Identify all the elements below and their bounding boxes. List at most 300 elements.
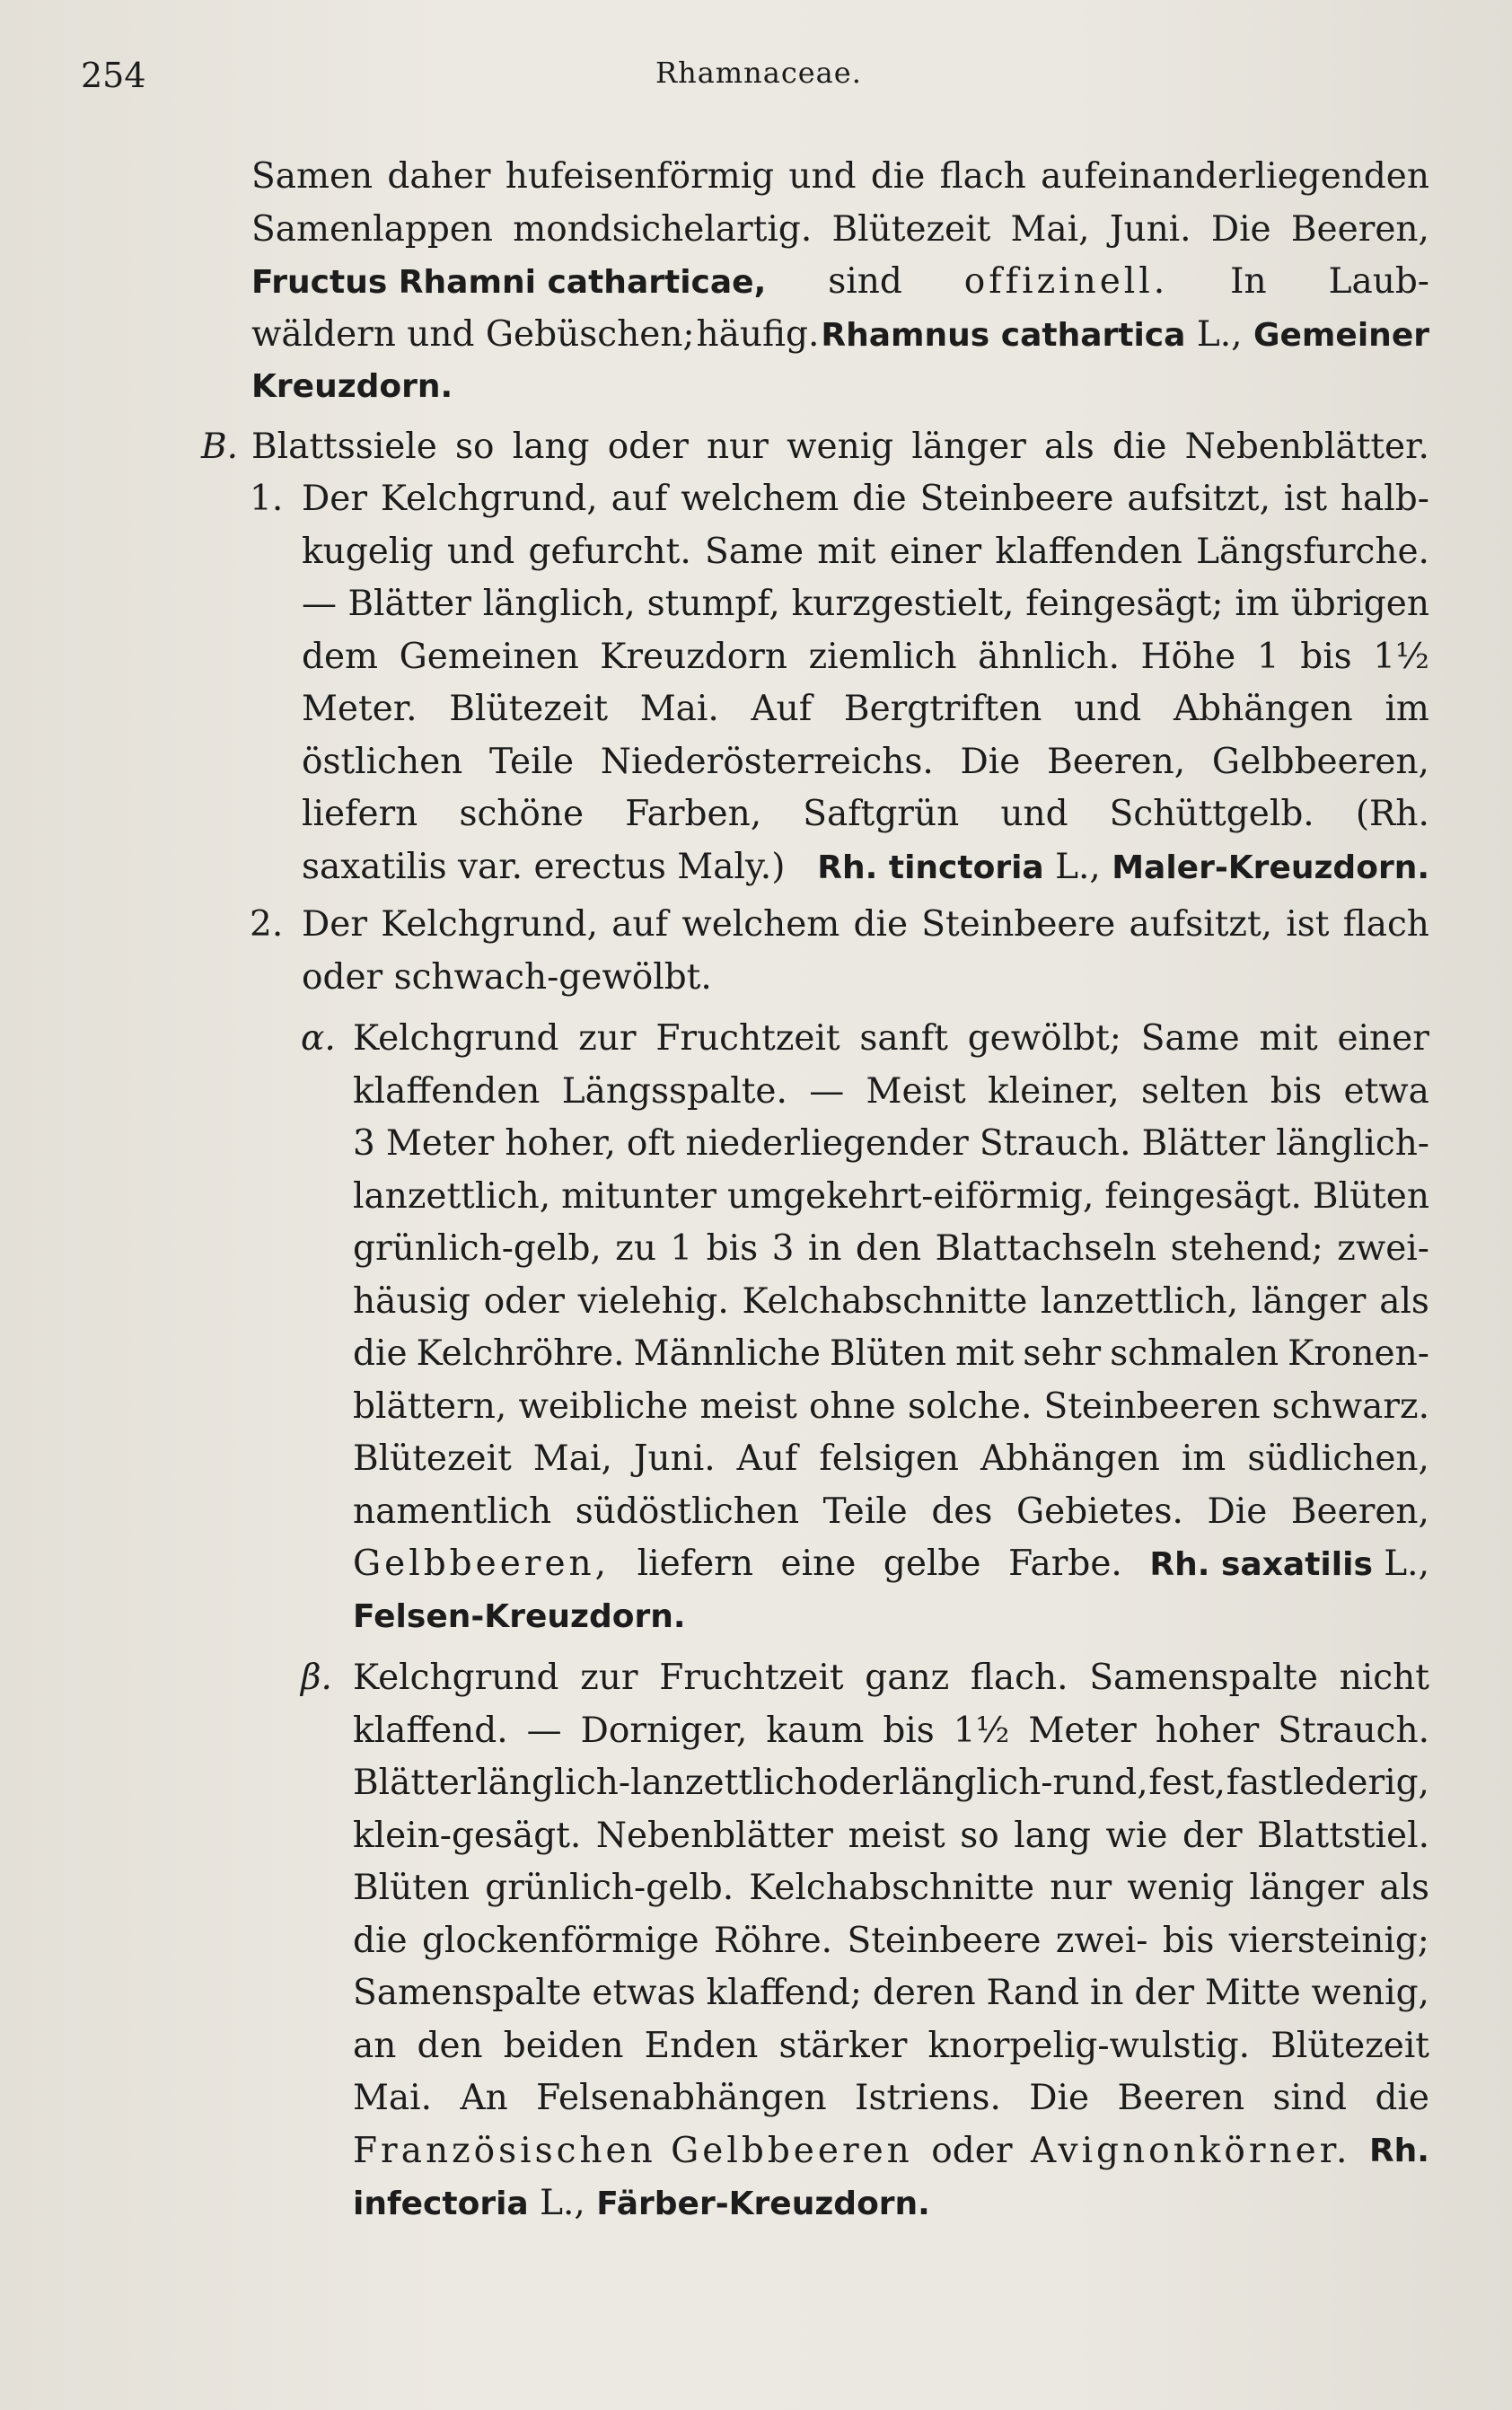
- word: der: [1134, 1973, 1195, 2013]
- word: schöne: [459, 794, 585, 834]
- text-line: [353, 1810, 1429, 1863]
- text-line: [353, 1223, 1429, 1276]
- word: länger: [911, 426, 1026, 467]
- word: Blätter: [1141, 1123, 1266, 1164]
- word: flach: [1342, 904, 1429, 945]
- section-marker: B.: [201, 426, 239, 467]
- common-name: Färber-Kreuzdorn.: [596, 2186, 930, 2222]
- word: Höhe: [1140, 636, 1236, 677]
- word: die: [1112, 426, 1167, 467]
- word: einer: [889, 531, 982, 572]
- text-line: [302, 578, 1429, 631]
- word: Mai.: [639, 689, 719, 729]
- word: meist: [699, 1385, 797, 1427]
- species-abbrev: Rh.: [1368, 2132, 1429, 2169]
- common-name: Kreuzdorn.: [251, 368, 453, 405]
- subitem-marker: α.: [301, 1018, 336, 1059]
- word: gewölbt;: [967, 1018, 1121, 1059]
- word: an: [353, 2025, 397, 2066]
- word: offizinell.: [963, 261, 1169, 302]
- word: lanzettlich,: [353, 1175, 551, 1217]
- word: In: [1230, 261, 1267, 302]
- word: lang: [512, 426, 590, 467]
- word: Die: [1210, 208, 1271, 250]
- word: 1: [670, 1228, 693, 1269]
- word: Samenspalte: [1089, 1658, 1318, 1698]
- text-line: [353, 1013, 1429, 1066]
- page-number: 254: [81, 56, 146, 95]
- author-abbrev: L.,: [540, 2183, 585, 2223]
- word: Fruchtzeit: [655, 1018, 840, 1059]
- word: oder: [483, 1280, 565, 1322]
- word: Rand: [986, 1973, 1080, 2013]
- word: Französischen Gelbbeeren: [353, 2130, 913, 2171]
- text-line: [353, 1276, 1429, 1329]
- word: wenig: [1127, 1868, 1235, 1908]
- word: Blütezeit: [831, 208, 991, 250]
- word: etwas: [592, 1973, 696, 2013]
- word: Felsenabhängen: [536, 2078, 827, 2118]
- word: mondsichelartig.: [513, 208, 813, 250]
- word: übrigen: [1290, 584, 1429, 624]
- word: Nebenblätter: [595, 1815, 833, 1856]
- word: Kelchgrund: [353, 1658, 559, 1698]
- word: namentlich: [353, 1491, 552, 1532]
- text-line: [302, 631, 1429, 684]
- word: Mai,: [532, 1438, 612, 1479]
- author-abbrev: L.,: [1196, 313, 1243, 355]
- word: Kelchabschnitte: [742, 1280, 1028, 1322]
- word: — Blätter: [302, 584, 471, 624]
- word: kaum: [766, 1710, 865, 1751]
- word: flach.: [970, 1658, 1068, 1698]
- word: ziemlich: [808, 636, 957, 677]
- word: solche.: [907, 1385, 1033, 1427]
- word: meist: [848, 1815, 945, 1856]
- text-line: [353, 1328, 1429, 1381]
- word: Strauch.: [979, 1123, 1131, 1164]
- text-line: [251, 151, 1429, 204]
- word: der: [1182, 1815, 1243, 1856]
- word: bis: [883, 1710, 935, 1751]
- text-line: [302, 899, 1429, 952]
- word: oder schwach-gewölbt.: [302, 956, 712, 998]
- word: so: [960, 1815, 999, 1856]
- word: Kelchgrund,: [381, 904, 599, 945]
- word: und: [1074, 689, 1142, 729]
- word: die: [852, 479, 907, 519]
- word: aufeinanderliegenden: [1041, 156, 1429, 197]
- word: Teile: [822, 1491, 908, 1532]
- word: Blätter: [353, 1763, 477, 1803]
- word: Kronen-: [1288, 1333, 1429, 1374]
- word: stumpf,: [646, 584, 780, 624]
- word: in: [807, 1228, 842, 1269]
- word: ist: [1283, 479, 1328, 519]
- word: Avignonkörner.: [1030, 2130, 1351, 2171]
- word: Männliche: [633, 1333, 821, 1374]
- word: mitunter: [561, 1175, 716, 1217]
- word: Schüttgelb.: [1109, 794, 1314, 834]
- text-line: [302, 473, 1429, 526]
- text-line: [353, 2125, 1429, 2178]
- word: Dorniger,: [580, 1710, 748, 1751]
- text-line: [353, 1066, 1429, 1119]
- word: mit: [817, 531, 876, 572]
- word: Blütezeit: [449, 689, 609, 729]
- common-name: Gemeiner: [1253, 316, 1429, 354]
- text-line: [353, 1862, 1429, 1915]
- text-line: [353, 1433, 1429, 1486]
- text-line: [302, 788, 1429, 841]
- text-line: [353, 1705, 1429, 1758]
- word: einer: [1337, 1018, 1429, 1059]
- text-line: [302, 683, 1429, 736]
- word: umgekehrt-eiförmig,: [726, 1175, 1094, 1217]
- text-line: [251, 256, 1429, 309]
- subitem-alpha: [301, 1013, 1429, 1643]
- word: mit: [955, 1333, 1015, 1374]
- word: deren: [872, 1973, 976, 2013]
- word: Farbe.: [1008, 1544, 1122, 1584]
- word: Steinbeeren: [1043, 1385, 1261, 1427]
- word: Beeren: [1117, 2078, 1245, 2118]
- word: klein-gesägt.: [353, 1815, 582, 1856]
- word: ohne: [808, 1385, 896, 1427]
- word: Gelbbeeren,: [1211, 741, 1429, 782]
- word: 1½: [953, 1710, 1010, 1751]
- text-line: [353, 2020, 1429, 2073]
- subitem-marker: β.: [301, 1658, 332, 1698]
- word: fest,: [1148, 1763, 1226, 1803]
- word: als: [1379, 1868, 1429, 1908]
- word: knorpelig-wulstig.: [927, 2025, 1251, 2066]
- word: häusig: [353, 1280, 470, 1322]
- word: zur: [578, 1018, 637, 1059]
- word: Samen: [251, 156, 374, 197]
- word: östlichen: [302, 741, 463, 782]
- word: Abhängen: [1173, 689, 1353, 729]
- word: zwei-: [1055, 1920, 1148, 1961]
- word: 3: [771, 1228, 795, 1269]
- word: klaffend;: [706, 1973, 863, 2013]
- item-2: [250, 899, 1429, 1004]
- word: Meter: [385, 1123, 495, 1164]
- word: hufeisenförmig: [505, 156, 775, 197]
- word: grünlich-gelb,: [353, 1228, 602, 1269]
- word: Blüten: [830, 1333, 947, 1374]
- word: Kelchgrund: [353, 1018, 559, 1059]
- word: klaffend.: [353, 1710, 508, 1751]
- word: zwei-: [1337, 1228, 1429, 1269]
- text-line: [353, 1915, 1429, 1968]
- word: liefern: [302, 794, 418, 834]
- word: Samenlappen: [251, 208, 494, 250]
- word: oft: [626, 1123, 675, 1164]
- word: feingesägt;: [1025, 584, 1224, 624]
- word: Farben,: [625, 794, 762, 834]
- word: flach: [939, 156, 1026, 197]
- word: bis: [1270, 1070, 1323, 1112]
- word: kurzgestielt,: [791, 584, 1015, 624]
- text-line: [251, 361, 1429, 414]
- species-name: Rh. saxatilis: [1149, 1546, 1373, 1583]
- word: daher: [387, 156, 491, 197]
- text-line: [251, 309, 1429, 362]
- word: 1½: [1373, 636, 1429, 677]
- word: aufsitzt,: [1129, 904, 1273, 945]
- word: liefern: [637, 1544, 753, 1584]
- word: Gemeinen: [399, 636, 579, 677]
- word: Beeren,: [1290, 1491, 1429, 1532]
- word: Längsfurche.: [1196, 531, 1429, 572]
- item-number: 1.: [250, 479, 284, 519]
- intro-paragraph: [251, 151, 1429, 414]
- word: Meter.: [302, 689, 418, 729]
- word: nicht: [1339, 1658, 1429, 1698]
- word: Fruchtzeit: [659, 1658, 844, 1698]
- word: länglich-lanzettlich: [477, 1763, 817, 1803]
- word: Blattstiel.: [1257, 1815, 1429, 1856]
- word: als: [1379, 1280, 1429, 1322]
- text-line: [353, 2177, 1429, 2230]
- word: beiden: [503, 2025, 624, 2066]
- word: und: [446, 531, 515, 572]
- text-line: [353, 1171, 1429, 1224]
- text-line: [353, 1757, 1429, 1810]
- word: gefurcht.: [528, 531, 691, 572]
- word: sanft: [859, 1018, 948, 1059]
- word: bis: [706, 1228, 759, 1269]
- running-head: Rhamnaceae.: [655, 56, 862, 90]
- word: in: [1089, 1973, 1124, 2013]
- word: dem: [302, 636, 379, 677]
- word: häufig.: [696, 313, 820, 355]
- word: welchem: [681, 479, 840, 519]
- word: Kelchabschnitte: [749, 1868, 1035, 1908]
- word: Die: [1029, 2078, 1090, 2118]
- word: fast: [1226, 1763, 1293, 1803]
- word: Blattssiele: [251, 426, 437, 467]
- word: hoher: [1155, 1710, 1260, 1751]
- word: Beeren,: [1290, 208, 1429, 250]
- word: Längsspalte.: [561, 1070, 787, 1112]
- word: weibliche: [518, 1385, 689, 1427]
- word: feingesägt.: [1104, 1175, 1302, 1217]
- word: die: [353, 1920, 408, 1961]
- word: oder: [817, 1763, 899, 1803]
- word: Blattachseln: [935, 1228, 1157, 1269]
- word: zu: [615, 1228, 656, 1269]
- word: Enden: [644, 2025, 759, 2066]
- text-line: [251, 204, 1429, 257]
- word: blättern,: [353, 1385, 507, 1427]
- word: stärker: [778, 2025, 908, 2066]
- word: eine: [780, 1544, 857, 1584]
- word: länglich-: [1276, 1123, 1429, 1164]
- word: Röhre.: [714, 1920, 833, 1961]
- word: Auf: [736, 1438, 798, 1479]
- word: lederig,: [1292, 1763, 1429, 1803]
- word: —: [809, 1070, 845, 1112]
- word: Strauch.: [1278, 1710, 1429, 1751]
- text-line: [353, 1538, 1429, 1591]
- word: Juni.: [633, 1438, 716, 1479]
- word: Blüten: [1312, 1175, 1429, 1217]
- word: die: [353, 1333, 408, 1374]
- word: Laub-: [1328, 261, 1429, 302]
- word: Kelchröhre.: [416, 1333, 625, 1374]
- word: und: [1000, 794, 1068, 834]
- word: wenig: [787, 426, 894, 467]
- word: des: [931, 1491, 993, 1532]
- author-abbrev: L.,: [1384, 1544, 1429, 1584]
- word: kleiner,: [988, 1070, 1120, 1112]
- word: Mai,: [1010, 208, 1090, 250]
- word: Gelbbeeren,: [353, 1544, 611, 1584]
- word: ähnlich.: [978, 636, 1120, 677]
- word: Abhängen: [980, 1438, 1160, 1479]
- text-line: [302, 736, 1429, 789]
- word: Niederösterreichs.: [600, 741, 934, 782]
- word: Die: [960, 741, 1021, 782]
- word: Teile: [489, 741, 575, 782]
- word: wäldern und Gebüschen;: [251, 313, 695, 355]
- word: wie: [1105, 1815, 1168, 1856]
- species-name: Rh. tinctoria: [817, 849, 1044, 886]
- word: Same: [1140, 1018, 1240, 1059]
- word: Steinbeere: [921, 904, 1116, 945]
- word: vielehig.: [577, 1280, 729, 1322]
- word: so: [455, 426, 495, 467]
- word: Mitte: [1204, 1973, 1301, 2013]
- word: schwarz.: [1271, 1385, 1429, 1427]
- word: 1: [1256, 636, 1279, 677]
- word: länger: [1251, 1280, 1367, 1322]
- word: An: [460, 2078, 508, 2118]
- word: welchem: [681, 904, 840, 945]
- word: oder: [931, 2130, 1013, 2171]
- item-1: [250, 473, 1429, 893]
- word: die: [853, 904, 909, 945]
- text-line: [302, 526, 1429, 579]
- word: saxatilis var. erectus Maly.): [302, 846, 786, 887]
- word: die: [870, 156, 926, 197]
- word: hoher,: [505, 1123, 616, 1164]
- word: nur: [1050, 1868, 1112, 1908]
- word: zur: [580, 1658, 638, 1698]
- word: sehr: [1023, 1333, 1102, 1374]
- word: bis: [1162, 1920, 1215, 1961]
- text-line: [302, 841, 1429, 894]
- word: bis: [1300, 636, 1352, 677]
- text-line: [353, 2072, 1429, 2125]
- word: Bergtriften: [843, 689, 1042, 729]
- word: Istriens.: [855, 2078, 1001, 2118]
- text-line: [353, 1381, 1429, 1434]
- word: Steinbeere: [919, 479, 1114, 519]
- word: im: [1385, 689, 1429, 729]
- word: auf: [611, 479, 668, 519]
- word: Auf: [751, 689, 813, 729]
- text-line: [251, 421, 1429, 474]
- word: auf: [611, 904, 669, 945]
- word: grünlich-gelb.: [485, 1868, 734, 1908]
- word: selten: [1141, 1070, 1249, 1112]
- word: Same: [705, 531, 804, 572]
- word: Nebenblätter.: [1184, 426, 1429, 467]
- word: viersteinig;: [1228, 1920, 1429, 1961]
- common-name: Felsen-Kreuzdorn.: [353, 1597, 686, 1635]
- text-line: [353, 1591, 1429, 1644]
- word: lanzettlich,: [1041, 1280, 1239, 1322]
- word: länger: [1249, 1868, 1365, 1908]
- word: halb-: [1340, 479, 1429, 519]
- page-body: [0, 151, 1512, 2230]
- word: Blüten: [353, 1868, 470, 1908]
- text-line: [353, 1118, 1429, 1171]
- word: sind: [1272, 2078, 1348, 2118]
- word: Der: [302, 904, 367, 945]
- word: sind: [828, 261, 902, 302]
- word: klaffenden: [353, 1070, 541, 1112]
- word: Blütezeit: [353, 1438, 512, 1479]
- word: (Rh.: [1355, 794, 1429, 834]
- text-line: [353, 1967, 1429, 2020]
- word: glockenförmige: [421, 1920, 699, 1961]
- text-line: [353, 1652, 1429, 1705]
- word: im: [1235, 584, 1279, 624]
- word: nur: [707, 426, 769, 467]
- word: lang: [1014, 1815, 1091, 1856]
- word: oder: [607, 426, 689, 467]
- text-line: [353, 1486, 1429, 1539]
- word: niederliegender: [685, 1123, 969, 1164]
- word: Steinbeere: [847, 1920, 1042, 1961]
- word: Der: [302, 479, 367, 519]
- word: Samenspalte: [353, 1973, 582, 2013]
- page-header: [81, 56, 1428, 110]
- subitem-beta: [301, 1652, 1429, 2230]
- word: Beeren,: [1047, 741, 1186, 782]
- word: den: [417, 2025, 483, 2066]
- item-number: 2.: [250, 904, 284, 945]
- word: mit: [1259, 1018, 1318, 1059]
- drug-name: Fructus Rhamni catharticae,: [251, 264, 767, 301]
- section-b: [201, 421, 1429, 474]
- word: als: [1044, 426, 1094, 467]
- word: ist: [1286, 904, 1330, 945]
- word: Mai.: [353, 2078, 433, 2118]
- word: Saftgrün: [803, 794, 960, 834]
- text-line: [302, 952, 1429, 1005]
- word: Juni.: [1109, 208, 1191, 250]
- word: den: [855, 1228, 922, 1269]
- word: etwa: [1343, 1070, 1429, 1112]
- word: Kelchgrund,: [380, 479, 598, 519]
- word: schmalen: [1110, 1333, 1279, 1374]
- word: Meter: [1028, 1710, 1137, 1751]
- author-abbrev: L.,: [1055, 846, 1101, 887]
- word: länglich,: [482, 584, 636, 624]
- word: und: [788, 156, 857, 197]
- word: die: [1375, 2078, 1429, 2118]
- species-name: infectoria: [353, 2186, 529, 2222]
- word: —: [526, 1710, 562, 1751]
- word: aufsitzt,: [1127, 479, 1270, 519]
- word: südöstlichen: [575, 1491, 800, 1532]
- common-name: Maler-Kreuzdorn.: [1112, 849, 1429, 886]
